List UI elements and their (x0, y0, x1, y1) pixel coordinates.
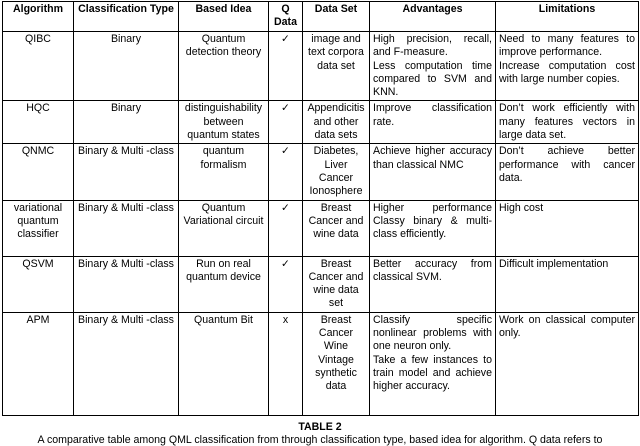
cell-dataset: Diabetes, Liver Cancer Ionosphere (303, 144, 370, 200)
table-row (3, 256, 639, 312)
table-row (3, 32, 639, 101)
cell-qdata: ✓ (269, 101, 303, 144)
comparison-table (2, 1, 639, 416)
column-header: Advantages (370, 2, 496, 32)
cell-dataset: image and text corpora data set (303, 32, 370, 101)
cell-dataset: Appendicitis and other data sets (303, 101, 370, 144)
cell-advantages (370, 32, 496, 101)
cell-algorithm: QSVM (3, 256, 74, 312)
advantages-item: Higher performance Classy binary & multi-class efficiently. (373, 201, 492, 241)
limitations-item: High cost (499, 201, 544, 214)
cell-algorithm: HQC (3, 101, 74, 144)
cell-type: Binary & Multi -class (74, 312, 179, 415)
cell-algorithm: QIBC (3, 32, 74, 101)
limitations-item: Don’t achieve better performance with cancer data. (499, 145, 635, 184)
cell-type: Binary (74, 32, 179, 101)
cell-advantages (370, 312, 496, 415)
column-header: Q Data (269, 2, 303, 32)
cell-idea: Quantum Variational circuit (179, 200, 269, 256)
limitations-item: Increase computation cost with large number copies. (499, 59, 635, 85)
table-row (3, 200, 639, 256)
cell-type: Binary (74, 101, 179, 144)
cell-qdata: ✓ (269, 32, 303, 101)
cell-advantages (370, 144, 496, 200)
table-row (3, 144, 639, 200)
cell-advantages (370, 200, 496, 256)
cell-idea: Run on real quantum device (179, 256, 269, 312)
cell-limitations (496, 101, 639, 144)
cell-dataset: Breast Cancer and wine data (303, 200, 370, 256)
limitations-item: Need to many features to improve performance. (499, 33, 635, 59)
advantages-item: Improve classification rate. (373, 102, 492, 128)
cell-limitations (496, 312, 639, 415)
limitations-item: Don’t work efficiently with many features vectors in large data set. (499, 102, 635, 142)
cell-advantages (370, 256, 496, 312)
column-header: Limitations (496, 2, 639, 32)
cell-qdata: ✓ (269, 144, 303, 200)
cell-algorithm: QNMC (3, 144, 74, 200)
cell-dataset: Breast Cancer and wine data set (303, 256, 370, 312)
advantages-item: Take a few instances to train model and achieve higher accuracy. (373, 353, 492, 393)
cell-type: Binary & Multi -class (74, 144, 179, 200)
table-caption-text: A comparative table among QML classification from through classification type, based idea for algorithm. Q data refers to (37, 434, 603, 446)
cell-qdata: ✓ (269, 200, 303, 256)
cell-qdata: ✓ (269, 256, 303, 312)
column-header: Based Idea (179, 2, 269, 32)
cell-dataset: Breast Cancer Wine Vintage synthetic data (303, 312, 370, 415)
cell-idea: distinguishability between quantum states (179, 101, 269, 144)
table-caption-title: TABLE 2 (298, 421, 342, 433)
advantages-item: High precision, recall, and F-measure. (373, 33, 492, 59)
limitations-item: Difficult implementation (499, 257, 609, 270)
cell-algorithm: APM (3, 312, 74, 415)
advantages-item: Better accuracy from classical SVM. (373, 257, 492, 283)
cell-qdata: x (269, 312, 303, 415)
column-header: Data Set (303, 2, 370, 32)
limitations-item: Work on classical computer only. (499, 313, 635, 340)
cell-limitations (496, 32, 639, 101)
cell-limitations (496, 144, 639, 200)
column-header: Classification Type (74, 2, 179, 32)
cell-algorithm: variational quantum classifier (3, 200, 74, 256)
cell-advantages (370, 101, 496, 144)
cell-type: Binary & Multi -class (74, 256, 179, 312)
cell-idea: Quantum Bit (179, 312, 269, 415)
cell-idea: Quantum detection theory (179, 32, 269, 101)
advantages-item: Classify specific nonlinear problems with one neuron only. (373, 313, 492, 353)
advantages-item: Less computation time compared to SVM and KNN. (373, 59, 492, 99)
cell-limitations (496, 256, 639, 312)
cell-idea: quantum formalism (179, 144, 269, 200)
advantages-item: Achieve higher accuracy than classical NMC (373, 145, 492, 171)
cell-limitations (496, 200, 639, 256)
table-row (3, 312, 639, 415)
table-row (3, 101, 639, 144)
column-header: Algorithm (3, 2, 74, 32)
cell-type: Binary & Multi -class (74, 200, 179, 256)
